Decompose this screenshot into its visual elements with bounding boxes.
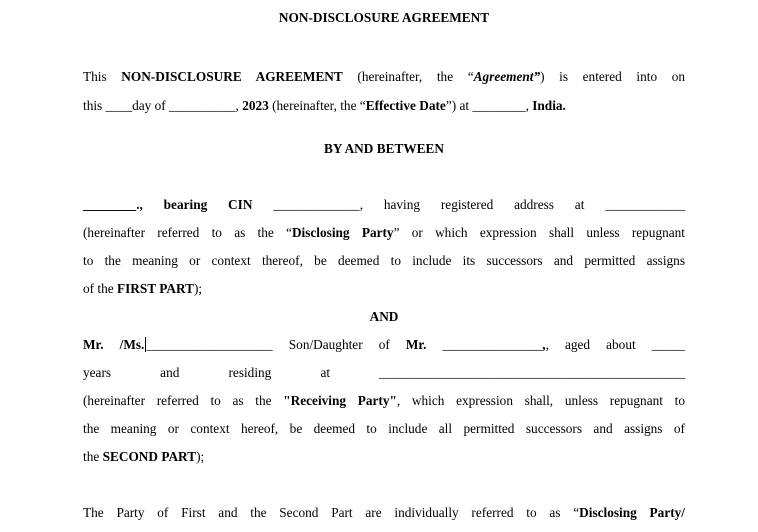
party1-line-4: of the FIRST PART); bbox=[83, 281, 203, 296]
party1-line-2: (hereinafter referred to as the “Disclosing Party” or which expression shall unless repugnant bbox=[83, 225, 685, 240]
intro-line-2: this ____day of __________, 2023 (hereinafter, the “Effective Date”) at ________, India. bbox=[83, 98, 566, 113]
document-title: NON-DISCLOSURE AGREEMENT bbox=[278, 10, 490, 25]
party2-line-2: years and residing at ______________________________________________ bbox=[83, 365, 685, 380]
party2-line-3: (hereinafter referred to as the "Receiving Party", which expression shall, unless repugnant to bbox=[83, 393, 685, 408]
party2-line-4: the meaning or context hereof, be deemed to include all permitted successors and assigns of bbox=[83, 421, 685, 436]
and-heading: AND bbox=[369, 309, 399, 324]
party2-line-1: Mr. /Ms. ___________________ Son/Daughter of Mr. _______________,, aged about _____ bbox=[83, 337, 685, 352]
intro-line-1: This NON-DISCLOSURE AGREEMENT (hereinafter, the “Agreement”) is entered into on bbox=[83, 69, 686, 84]
closing-line: The Party of First and the Second Part are individually referred to as “Disclosing Party/ bbox=[83, 505, 685, 520]
by-and-between-heading: BY AND BETWEEN bbox=[324, 141, 444, 156]
party1-line-1: ________., bearing CIN _____________, having registered address at ____________ bbox=[83, 197, 686, 212]
party2-line-5: the SECOND PART); bbox=[83, 449, 205, 464]
party1-line-3: to the meaning or context thereof, be deemed to include its successors and permitted assigns bbox=[83, 253, 685, 268]
